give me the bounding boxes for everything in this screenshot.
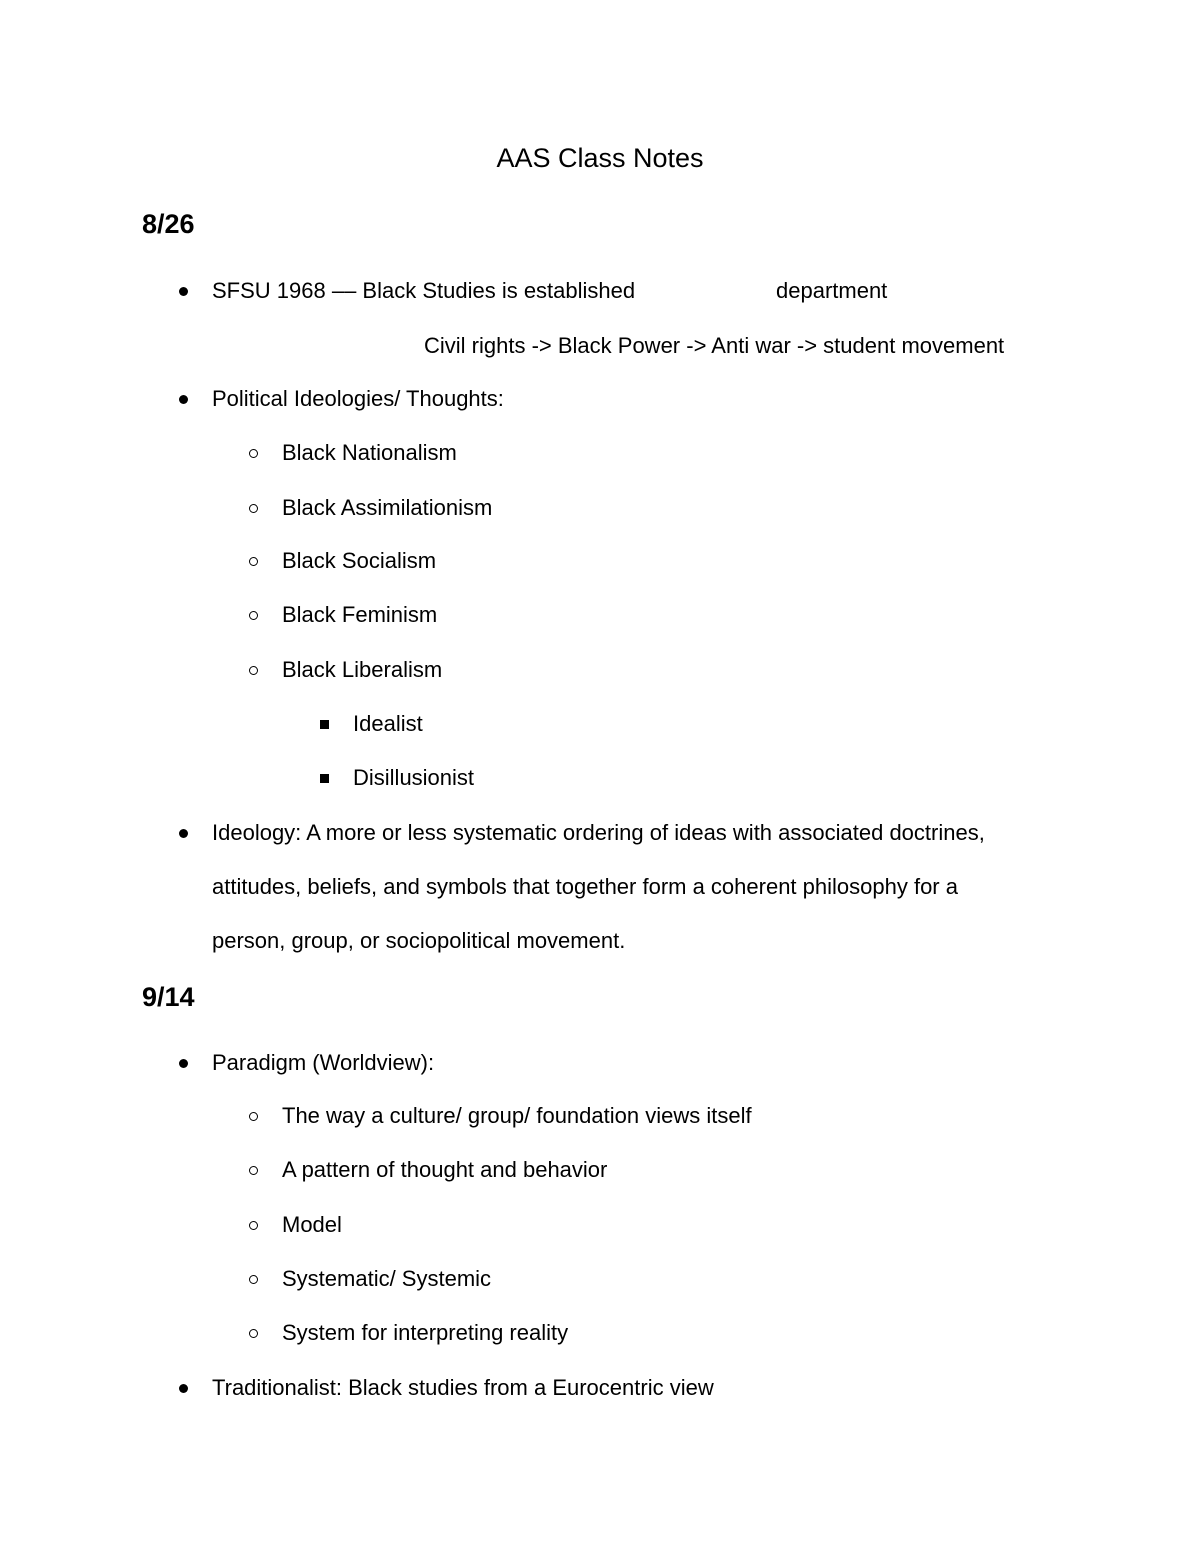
list-item-trailing-text: department xyxy=(776,278,888,303)
disc-bullet-icon xyxy=(179,1384,188,1393)
sublist-item-text: Systematic/ Systemic xyxy=(282,1266,492,1291)
sublist-item-text: A pattern of thought and behavior xyxy=(282,1157,608,1182)
sublist-item-text: Model xyxy=(282,1212,342,1237)
circle-bullet-icon xyxy=(249,1166,258,1175)
list-item-text: SFSU 1968 –– Black Studies is established xyxy=(212,278,636,303)
list-item-text: Political Ideologies/ Thoughts: xyxy=(212,386,504,411)
disc-bullet-icon xyxy=(179,287,188,296)
circle-bullet-icon xyxy=(249,1112,258,1121)
list-item-text-continued: attitudes, beliefs, and symbols that together form a coherent philosophy for a xyxy=(212,874,958,899)
sublist-item-text: Black Feminism xyxy=(282,602,438,627)
circle-bullet-icon xyxy=(249,1329,258,1338)
circle-bullet-icon xyxy=(249,1221,258,1230)
sublist-item-text: Black Liberalism xyxy=(282,657,443,682)
subsublist-item-text: Disillusionist xyxy=(353,765,475,790)
sublist-item-text: Black Assimilationism xyxy=(282,495,493,520)
document-title: AAS Class Notes xyxy=(496,143,704,173)
circle-bullet-icon xyxy=(249,449,258,458)
circle-bullet-icon xyxy=(249,666,258,675)
disc-bullet-icon xyxy=(179,395,188,404)
sublist-item-text: System for interpreting reality xyxy=(282,1320,569,1345)
square-bullet-icon xyxy=(320,720,329,729)
circle-bullet-icon xyxy=(249,557,258,566)
square-bullet-icon xyxy=(320,774,329,783)
section-date-heading: 8/26 xyxy=(142,209,195,239)
subsublist-item-text: Idealist xyxy=(353,711,423,736)
sublist-item-text: Black Socialism xyxy=(282,548,437,573)
circle-bullet-icon xyxy=(249,611,258,620)
continuation-line: Civil rights -> Black Power -> Anti war -> student movement xyxy=(424,333,1005,358)
circle-bullet-icon xyxy=(249,504,258,513)
list-item-text: Ideology: A more or less systematic ordering of ideas with associated doctrines, xyxy=(212,820,985,845)
disc-bullet-icon xyxy=(179,829,188,838)
list-item-text-continued: person, group, or sociopolitical movement. xyxy=(212,928,626,953)
list-item-text: Paradigm (Worldview): xyxy=(212,1050,435,1075)
sublist-item-text: Black Nationalism xyxy=(282,440,457,465)
section-date-heading: 9/14 xyxy=(142,982,195,1012)
disc-bullet-icon xyxy=(179,1059,188,1068)
circle-bullet-icon xyxy=(249,1275,258,1284)
list-item-text: Traditionalist: Black studies from a Eurocentric view xyxy=(212,1375,714,1400)
sublist-item-text: The way a culture/ group/ foundation views itself xyxy=(282,1103,752,1128)
